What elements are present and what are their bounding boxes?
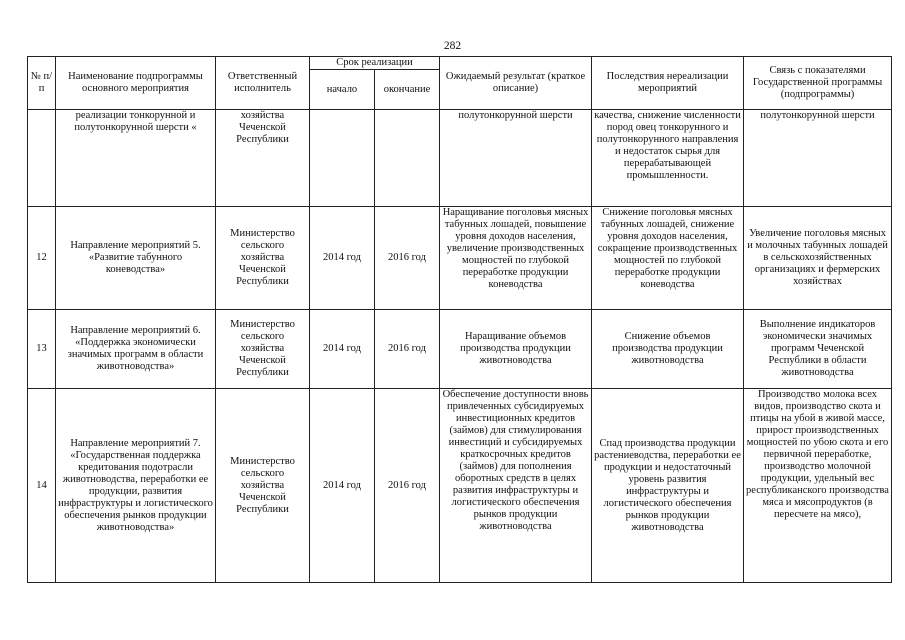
header-consequences: Последствия нереализации мероприятий [592,57,744,110]
cell-link: Выполнение индикаторов экономически значимых программ Чеченской Республики в области животноводства [744,310,892,389]
table-row [28,207,892,310]
cell-end [375,110,440,207]
header-name: Наименование подпрограммы основного мероприятия [56,57,216,110]
header-period: Срок реализации [310,57,440,70]
cell-consequences: качества, снижение численности пород овец тонкорунного и полутонкорунного направления и недостаток сырья для перерабатывающей промышленности. [592,110,744,207]
cell-end: 2016 год [375,207,440,310]
header-responsible: Ответственный исполнитель [216,57,310,110]
cell-consequences: Снижение поголовья мясных табунных лошадей, снижение уровня доходов населения, сокращение производственных мощностей по глубокой переработке продукции коневодства [592,207,744,310]
header-link: Связь с показателями Государственной программы (подпрограммы) [744,57,892,110]
cell-name: Направление мероприятий 5. «Развитие табунного коневодства» [56,207,216,310]
cell-end: 2016 год [375,310,440,389]
cell-responsible: Министерство сельского хозяйства Чеченской Республики [216,207,310,310]
cell-start: 2014 год [310,310,375,389]
cell-link: полутонкорунной шерсти [744,110,892,207]
table-row [28,310,892,389]
header-end: окончание [375,70,440,110]
cell-link: Производство молока всех видов, производство скота и птицы на убой в живой массе, прирост производственных мощностей по убою скота и его первичной переработке, производство молочной продукции, удельный вес республиканского производства мяса и мясопродуктов (в пересчете на мясо), [744,389,892,583]
cell-start: 2014 год [310,207,375,310]
cell-name: Направление мероприятий 6. «Поддержка экономически значимых программ в области животноводства» [56,310,216,389]
cell-num: 13 [28,310,56,389]
cell-start [310,110,375,207]
table-row [28,110,892,207]
cell-result: Обеспечение доступности вновь привлеченных субсидируемых инвестиционных кредитов (займов) для стимулирования инвестиций и субсидируемых краткосрочных кредитов (займов) для пополнения оборотных средств в целях развития инфраструктуры и логистического обеспечения рынков продукции животноводства [440,389,592,583]
cell-result: Наращивание объемов производства продукции животноводства [440,310,592,389]
cell-responsible: Министерство сельского хозяйства Чеченской Республики [216,310,310,389]
cell-end: 2016 год [375,389,440,583]
cell-name: реализации тонкорунной и полутонкорунной шерсти « [56,110,216,207]
cell-start: 2014 год [310,389,375,583]
cell-result: Наращивание поголовья мясных табунных лошадей, повышение уровня доходов населения, увеличение производственных мощностей по глубокой переработке продукции коневодства [440,207,592,310]
activities-table [27,56,892,583]
header-result: Ожидаемый результат (краткое описание) [440,57,592,110]
header-num: № п/п [28,57,56,110]
header-start: начало [310,70,375,110]
cell-result: полутонкорунной шерсти [440,110,592,207]
cell-name: Направление мероприятий 7. «Государственная поддержка кредитования подотрасли животноводства, переработки ее продукции, развития инфраструктуры и логистического обеспечения рынков продукции животноводства» [56,389,216,583]
cell-num [28,110,56,207]
cell-num: 14 [28,389,56,583]
cell-consequences: Спад производства продукции растениеводства, переработки ее продукции и недостаточный уровень развития инфраструктуры и логистического обеспечения рынков продукции животноводства [592,389,744,583]
table-row [28,389,892,583]
cell-consequences: Снижение объемов производства продукции животноводства [592,310,744,389]
page-number: 282 [443,40,462,52]
cell-responsible: хозяйства Чеченской Республики [216,110,310,207]
cell-link: Увеличение поголовья мясных и молочных табунных лошадей в сельскохозяйственных организациях и фермерских хозяйствах [744,207,892,310]
cell-responsible: Министерство сельского хозяйства Чеченской Республики [216,389,310,583]
cell-num: 12 [28,207,56,310]
